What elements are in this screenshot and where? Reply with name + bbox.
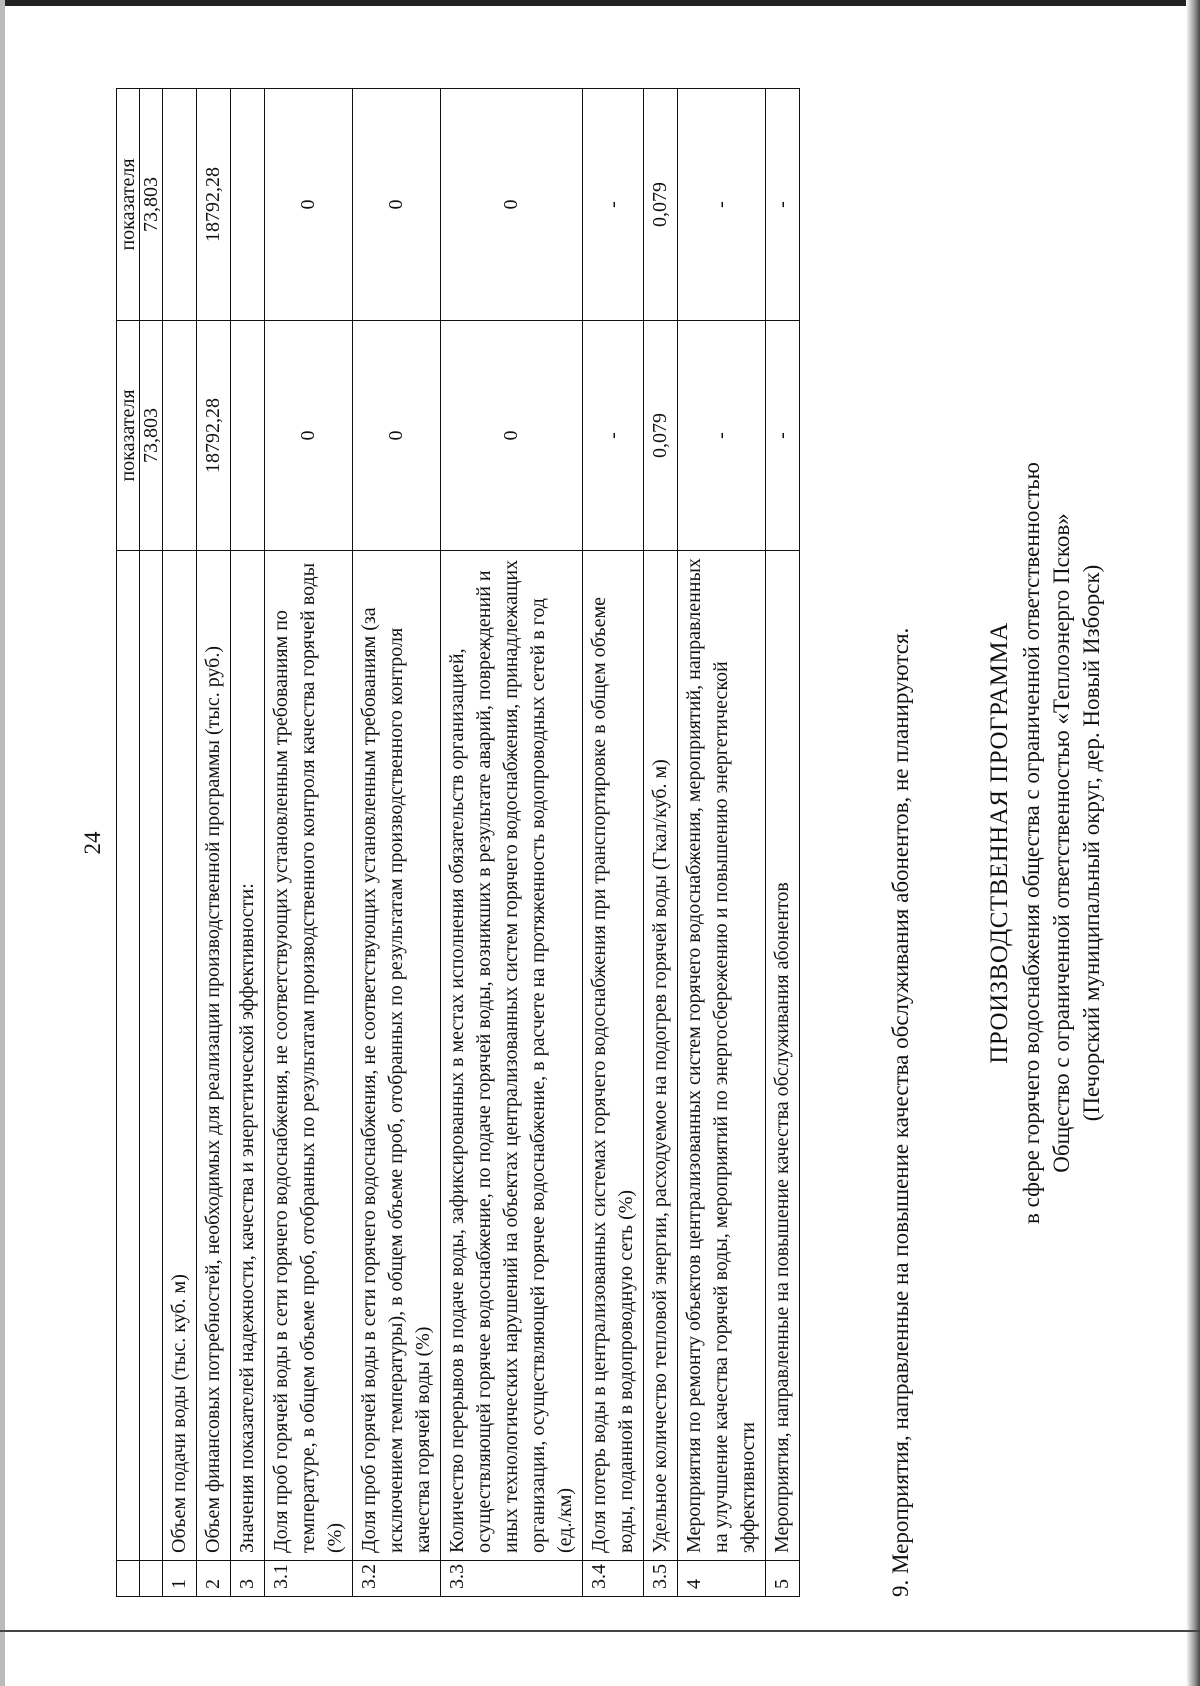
program-line-2: Общество с ограниченной ответственностью «Теплоэнерго Псков» [1049,513,1074,1173]
row-value-left-cell: 73,803 [140,321,163,551]
row-number-cell [140,1561,163,1597]
row-text-cell: Объем финансовых потребностей, необходимых для реализации производственной программы (тыс. руб.) [197,551,231,1561]
scan-edge-right [1186,0,1200,1686]
table-row [140,89,163,1597]
row-number-cell: 3.4 [583,1561,644,1597]
row-value-right-cell: - [766,89,800,321]
table-row [163,89,197,1597]
row-number-cell: 1 [163,1561,197,1597]
row-value-left-cell: 0 [441,321,583,551]
row-value-left-cell [163,321,197,551]
row-value-left-cell: - [583,321,644,551]
row-value-left-cell [231,321,265,551]
row-text-cell: Количество перерывов в подаче воды, зафиксированных в местах исполнения обязательств организацией, осуществляющей горячее водоснабжение, по подаче горячей воды, возникших в результате аварий, повреждений и иных технологических нарушений на объектах централизованных систем горячего водоснабжения, принадлежащих организации, осуществляющей горячее водоснабжение, в расчете на протяженность водопроводных сетей в год (ед./км) [441,551,583,1561]
table-row [678,89,766,1597]
row-value-right-cell: 0 [353,89,441,321]
rotated-document-page [20,23,1180,1663]
row-value-left-cell: 18792,28 [197,321,231,551]
row-value-left-cell: 0 [353,321,441,551]
row-value-left-cell: - [766,321,800,551]
row-number-cell: 3.3 [441,1561,583,1597]
table-row [644,89,678,1597]
row-number-cell: 3 [231,1561,265,1597]
row-number-cell: 4 [678,1561,766,1597]
row-value-right-cell: - [583,89,644,321]
header-value-right: показателя [117,89,140,321]
row-text-cell: Объем подачи воды (тыс. куб. м) [163,551,197,1561]
table-row [441,89,583,1597]
row-value-right-cell: 0 [441,89,583,321]
row-number-cell: 3.1 [265,1561,353,1597]
row-number-cell: 5 [766,1561,800,1597]
scan-edge-top [0,0,1200,6]
header-text-cell [117,551,140,1561]
program-title: ПРОИЗВОДСТВЕННАЯ ПРОГРАММА [986,622,1013,1064]
program-line-3: (Печорский муниципальный округ, дер. Новый Изборск) [1079,564,1104,1122]
row-value-left-cell: - [678,321,766,551]
table-row [583,89,644,1597]
row-text-cell: Мероприятия по ремонту объектов централизованных систем горячего водоснабжения, мероприятий, направленных на улучшение качества горячей воды, мероприятий по энергосбережению и повышению энергетической эффективности [678,551,766,1561]
header-num-cell [117,1561,140,1597]
program-heading-block [985,23,1107,1663]
row-value-left-cell: 0 [265,321,353,551]
row-value-right-cell: 0,079 [644,89,678,321]
row-value-right-cell: 73,803 [140,89,163,321]
table-row [231,89,265,1597]
row-text-cell: Мероприятия, направленные на повышение качества обслуживания абонентов [766,551,800,1561]
row-number-cell: 3.2 [353,1561,441,1597]
measures-note: 9. Мероприятия, направленные на повышение качества обслуживания абонентов, не планируются. [888,627,913,1597]
table-row [353,89,441,1597]
row-text-cell: Удельное количество тепловой энергии, расходуемое на подогрев горячей воды (Гкал/куб. м) [644,551,678,1561]
header-value-left: показателя [117,321,140,551]
row-text-cell: Доля потерь воды в централизованных системах горячего водоснабжения при транспортировке в общем объеме воды, поданной в водопроводную сеть (%) [583,551,644,1561]
scan-edge-left [0,0,5,1686]
row-text-cell: Значения показателей надежности, качества и энергетической эффективности: [231,551,265,1561]
row-value-right-cell: - [678,89,766,321]
table-row [265,89,353,1597]
row-number-cell: 3.5 [644,1561,678,1597]
page-number: 24 [80,831,105,855]
table-row [766,89,800,1597]
row-text-cell [140,551,163,1561]
row-number-cell: 2 [197,1561,231,1597]
row-value-right-cell: 0 [265,89,353,321]
indicators-table [116,88,800,1597]
row-value-left-cell: 0,079 [644,321,678,551]
table-row [197,89,231,1597]
row-value-right-cell: 18792,28 [197,89,231,321]
program-line-1: в сфере горячего водоснабжения общества с ограниченной ответственностью [1019,462,1044,1224]
table-header-row [117,89,140,1597]
row-value-right-cell [163,89,197,321]
row-text-cell: Доля проб горячей воды в сети горячего водоснабжения, не соответствующих установленным требованиям (за исключением температуры), в общем объеме проб, отобранных по результатам производственного контроля качества горячей воды (%) [353,551,441,1561]
row-text-cell: Доля проб горячей воды в сети горячего водоснабжения, не соответствующих установленным требованиям по температуре, в общем объеме проб, отобранных по результатам производственного контроля качества горячей воды (%) [265,551,353,1561]
row-value-right-cell [231,89,265,321]
